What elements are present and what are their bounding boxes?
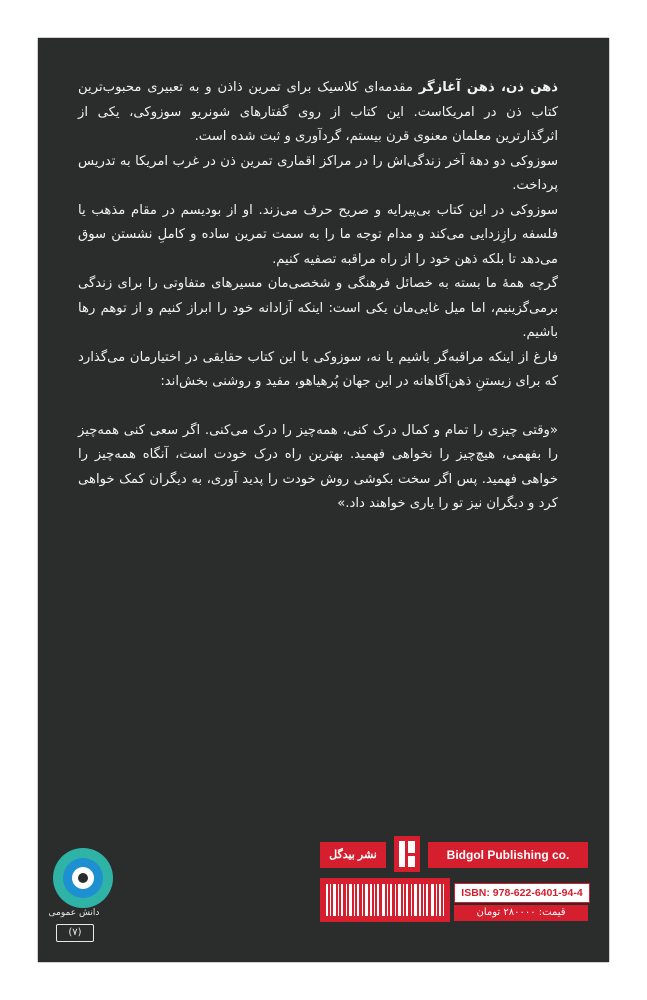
publisher-block: [320, 795, 588, 931]
paragraph-1-text: مقدمه‌ای کلاسیک برای تمرین ذاذن و به تعبیری محبوب‌ترین کتاب ذن در امریکاست. این کتاب از روی گفتارهای شونریو سوزوکی، یکی از اثرگذارترین معلمان معنوی قرن بیستم، گردآوری و ثبت شده است.: [78, 80, 558, 144]
blurb-paragraph-2: سوزوکی دو دهۀ آخر زندگی‌اش را در مراکز اقماری تمرین ذن در غرب امریکا به تدریس پرداخت.: [78, 153, 558, 193]
series-number: (۷): [56, 924, 94, 942]
publisher-name-en: Bidgol Publishing co.: [428, 842, 588, 868]
blurb-paragraph-3: سوزوکی در این کتاب بی‌پیرایه و صریح حرف می‌زند. او از بودیسم در مقام مذهب یا فلسفه رازِزدایی می‌کند و مدام توجه ما را به سمت تمرین ساده و کاملِ نشستن سوق می‌دهد تا بلکه ذهن خود را از راه مراقبه تصفیه کنیم.: [78, 202, 558, 267]
price-label: قیمت: ۲۸۰۰۰۰ تومان: [454, 905, 588, 921]
blurb-paragraph-5: فارغ از اینکه مراقبه‌گر باشیم یا نه، سوزوکی با این کتاب حقایقی در اختیارمان می‌گذارد که برای زیستنِ ذهن‌آگاهانه در این جهان پُرهیاهو، مفید و روشنی بخش‌اند:: [78, 349, 558, 389]
blurb-paragraph-4: گرچه همهٔ ما بسته به خصائل فرهنگی و شخصی‌مان مسیرهای متفاوتی را برای زندگی برمی‌گزینیم، اما میل غایی‌مان یکی است: اینکه آزادانه خود را ابراز کنیم و از توهم رها باشیم.: [78, 276, 558, 340]
series-label: دانش عمومی: [48, 908, 100, 918]
blurb-quote: «وقتی چیزی را تمام و کمال درک کنی، همه‌چیز را درک می‌کنی. اگر سعی کنی همه‌چیز را بفهمی، هیچ‌چیز را نخواهی فهمید. بهترین راه درک خودت است، آنگاه همه‌چیز را خواهی فهمید. پس اگر سخت بکوشی روش خودت را پدید آوری، به دیگران کمک خواهی کرد و دیگران نیز تو را یاری خواهند داد.»: [78, 422, 558, 511]
blurb-text: [78, 76, 558, 517]
book-title-inline: ذهن ذن، ذهن آغازگر: [418, 80, 558, 95]
blurb-paragraph-1: [78, 76, 558, 150]
publisher-logo-icon: [392, 834, 422, 874]
barcode-icon: [320, 878, 450, 922]
publisher-name-fa: نشر بیدگل: [320, 842, 386, 868]
isbn-label: ISBN: 978-622-6401-94-4: [454, 883, 590, 903]
